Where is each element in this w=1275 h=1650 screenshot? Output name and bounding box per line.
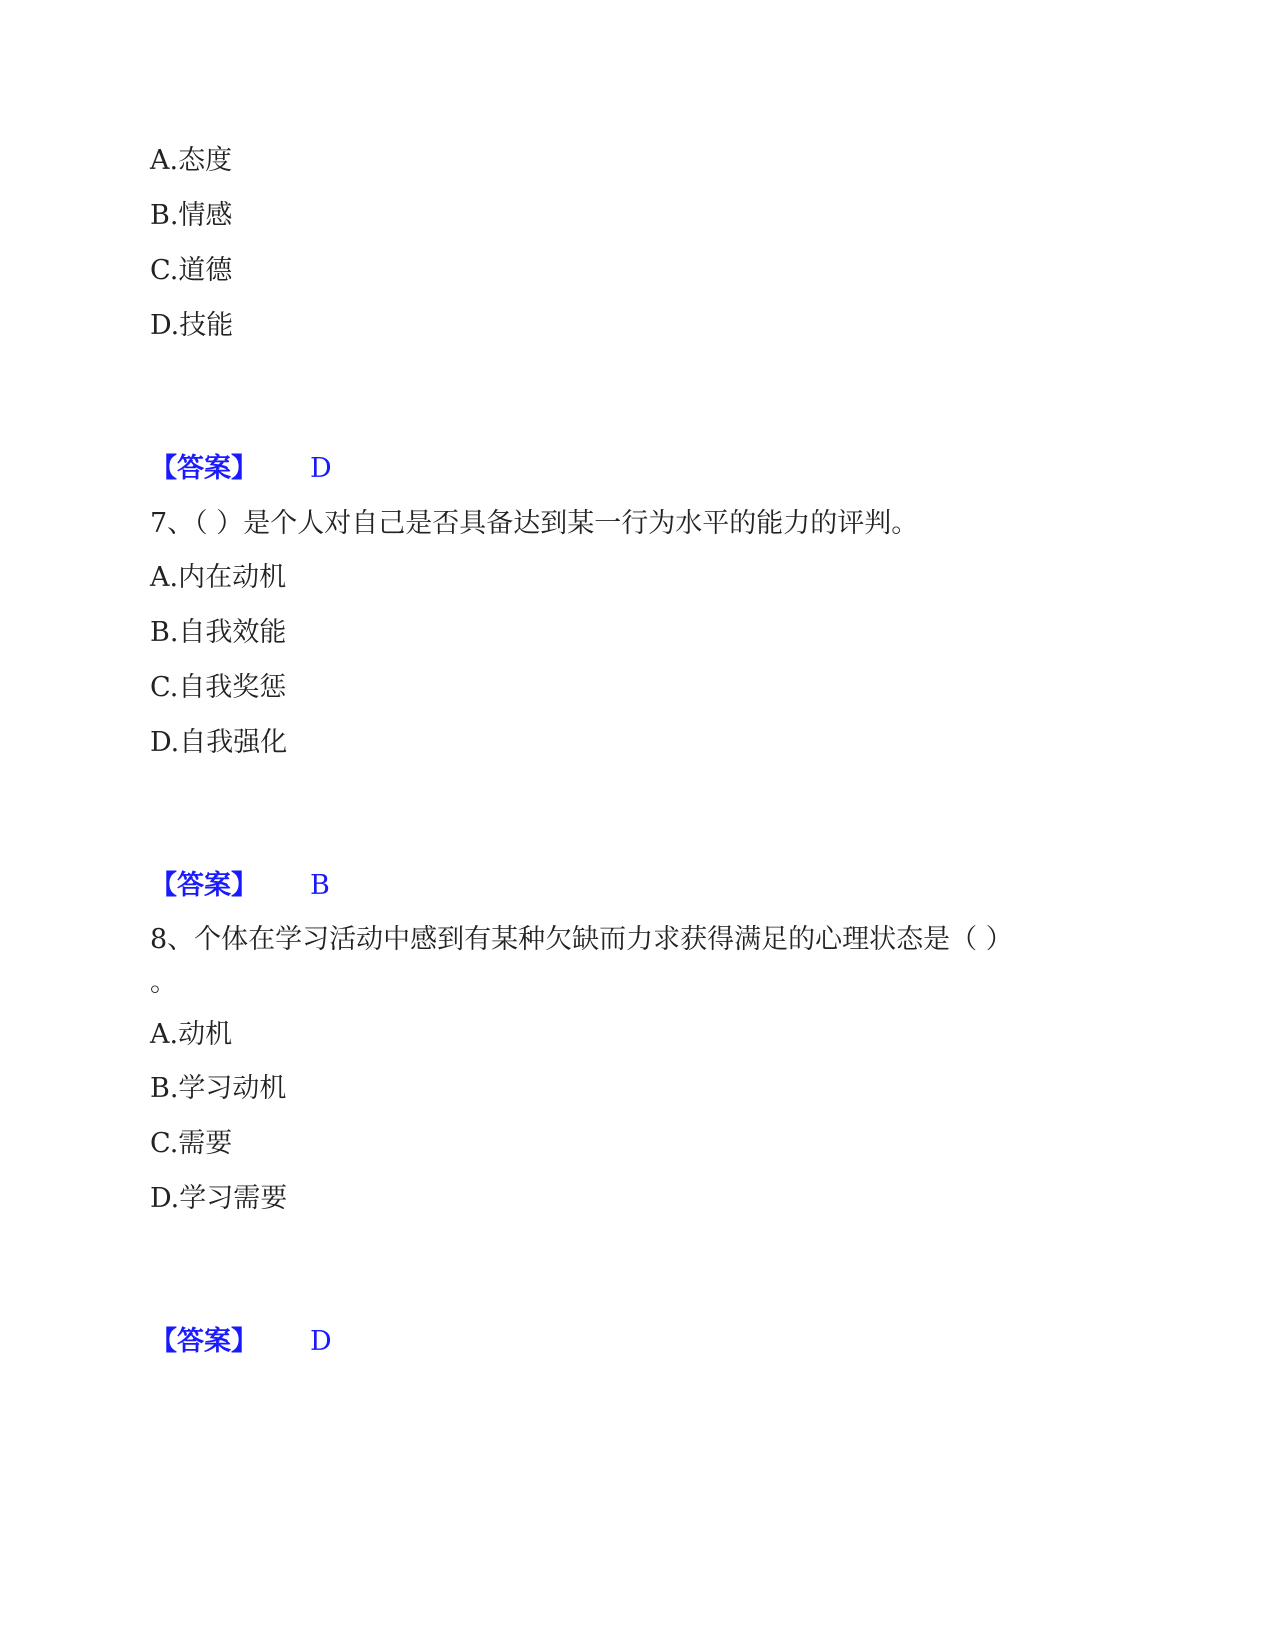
q8-option-c: C.需要 bbox=[150, 1128, 233, 1159]
q7-option-c: C.自我奖惩 bbox=[150, 672, 287, 703]
q6-answer-label: 【答案】 bbox=[150, 453, 258, 484]
q7-option-a: A.内在动机 bbox=[150, 562, 287, 593]
q8-answer-label: 【答案】 bbox=[150, 1326, 258, 1357]
q8-option-b: B.学习动机 bbox=[150, 1073, 287, 1104]
q7-answer bbox=[150, 869, 330, 903]
q8-answer-value: D bbox=[310, 1326, 332, 1357]
q8-option-a: A.动机 bbox=[150, 1019, 233, 1050]
q7-answer-value: B bbox=[310, 870, 330, 901]
q6-option-d: D.技能 bbox=[150, 310, 234, 341]
q8-question-line2: 。 bbox=[150, 967, 177, 998]
q8-answer bbox=[150, 1325, 332, 1359]
q6-option-b: B.情感 bbox=[150, 200, 233, 231]
q6-answer-value: D bbox=[310, 453, 332, 484]
q8-question-line1: 8、个体在学习活动中感到有某种欠缺而力求获得满足的心理状态是（ ） bbox=[150, 924, 1013, 955]
q8-option-d: D.学习需要 bbox=[150, 1183, 288, 1214]
q7-question: 7、（ ）是个人对自己是否具备达到某一行为水平的能力的评判。 bbox=[150, 508, 919, 539]
q7-option-b: B.自我效能 bbox=[150, 617, 287, 648]
q6-option-a: A.态度 bbox=[150, 145, 233, 176]
q7-answer-label: 【答案】 bbox=[150, 870, 258, 901]
q7-option-d: D.自我强化 bbox=[150, 727, 288, 758]
q6-option-c: C.道德 bbox=[150, 255, 233, 286]
q6-answer bbox=[150, 452, 332, 486]
